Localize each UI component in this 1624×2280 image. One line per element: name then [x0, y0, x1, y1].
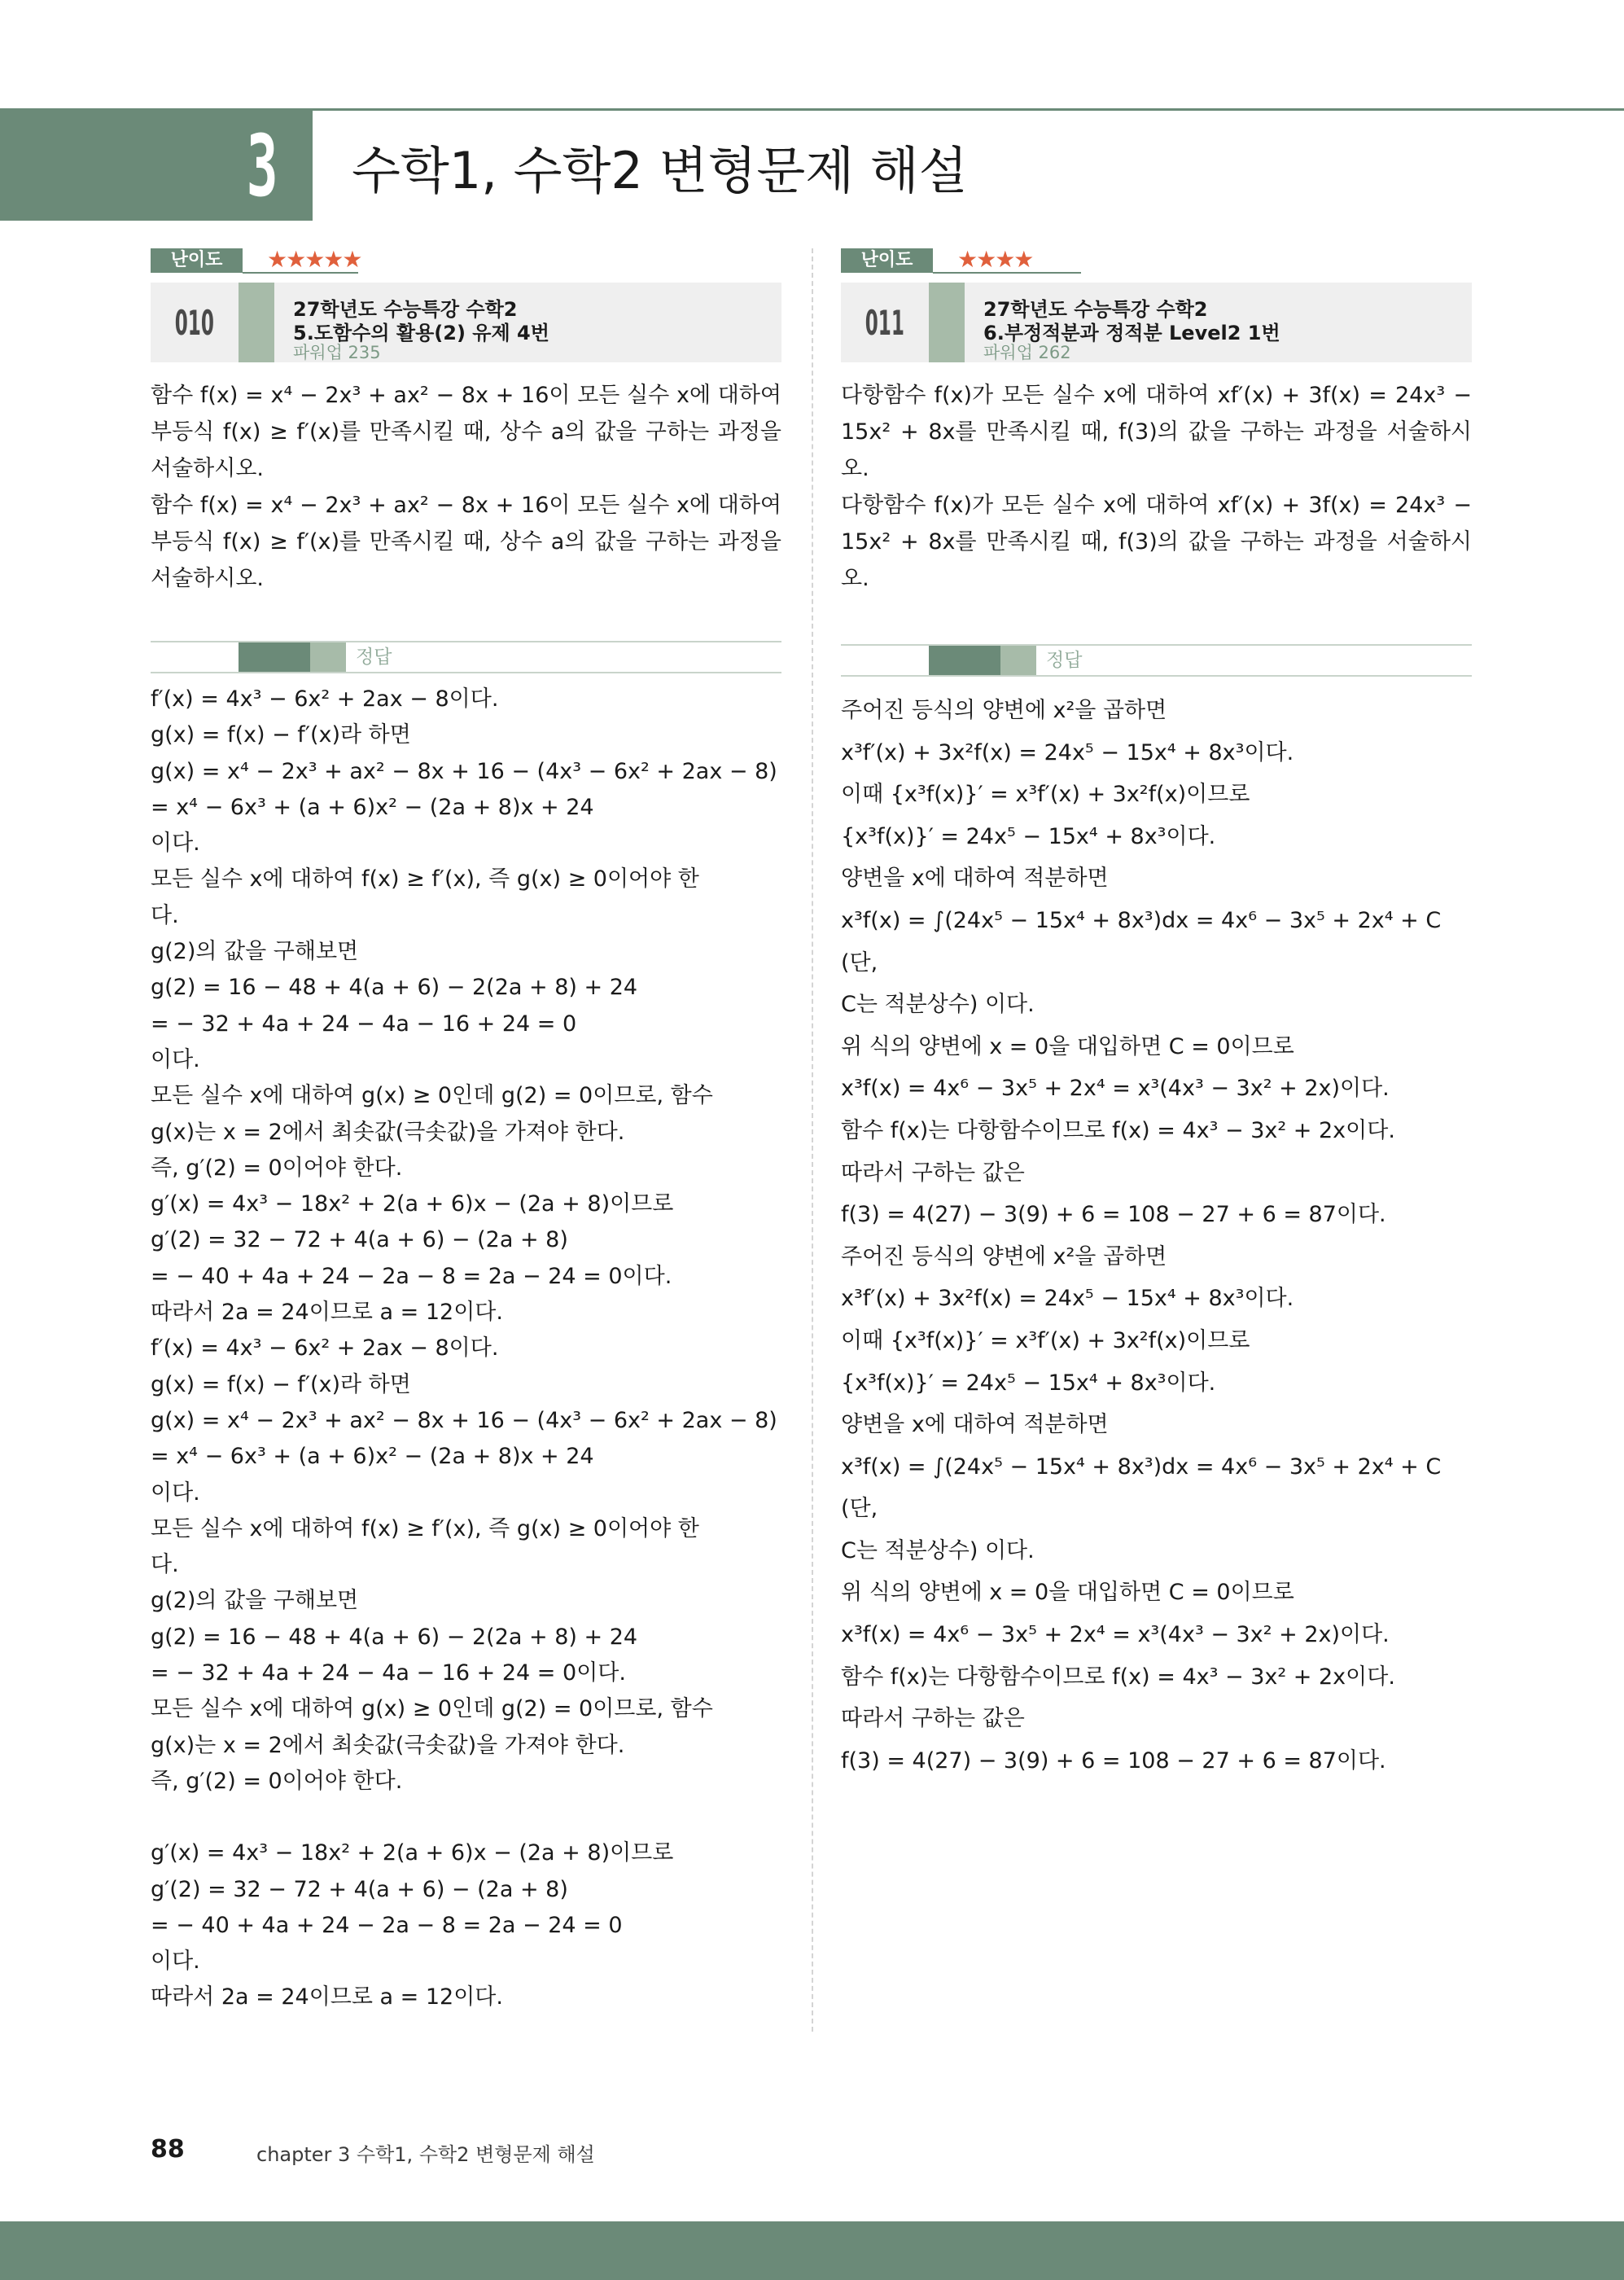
solution-line: 양변을 x에 대하여 적분하면 — [841, 866, 1109, 892]
column-divider — [812, 248, 813, 2032]
question-text: 다항함수 f(x)가 모든 실수 x에 대하여 xf′(x) + 3f(x) = 24x³ − 15x² + 8x를 만족시킬 때, f(3)의 값을 구하는 과정을 서술하시오. — [841, 493, 1472, 591]
solution-line: g′(x) = 4x³ − 18x² + 2(a + 6)x − (2a + 8)이므로 — [151, 1840, 674, 1866]
answer-bar-dark — [929, 646, 1000, 675]
question-source-box — [151, 283, 781, 362]
question-source-box — [841, 283, 1472, 362]
solution — [841, 690, 1472, 1782]
solution-line: 다. — [151, 1552, 179, 1578]
solution-line: {x³f(x)}′ = 24x⁵ − 15x⁴ + 8x³이다. — [841, 1370, 1216, 1396]
difficulty-stars: ★★★★★ — [267, 246, 361, 273]
footer-chapter-text: chapter 3 수학1, 수학2 변형문제 해설 — [256, 2143, 595, 2166]
chapter-title: 수학1, 수학2 변형문제 해설 — [352, 141, 968, 200]
solution-line: = − 40 + 4a + 24 − 2a − 8 = 2a − 24 = 0이다. — [151, 1263, 672, 1289]
solution-line: x³f′(x) + 3x²f(x) = 24x⁵ − 15x⁴ + 8x³이다. — [841, 739, 1294, 765]
solution-line: g′(2) = 32 − 72 + 4(a + 6) − (2a + 8) — [151, 1227, 568, 1253]
solution-line: = − 32 + 4a + 24 − 4a − 16 + 24 = 0 — [151, 1011, 577, 1037]
answer-header — [841, 644, 1472, 678]
solution-line: x³f(x) = 4x⁶ − 3x⁵ + 2x⁴ = x³(4x³ − 3x² + 2x)이다. — [841, 1622, 1390, 1648]
question-text: 함수 f(x) = x⁴ − 2x³ + ax² − 8x + 16이 모든 실수 x에 대하여 부등식 f(x) ≥ f′(x)를 만족시킬 때, 상수 a의 값을 구하는 과정을 서술하시오. — [151, 383, 781, 481]
source-title: 27학년도 수능특강 수학2 — [983, 298, 1208, 321]
source-chapter: 6.부정적분과 정적분 Level2 1번 — [983, 322, 1280, 344]
solution-line: f(3) = 4(27) − 3(9) + 6 = 108 − 27 + 6 = 87이다. — [841, 1747, 1386, 1774]
solution-line: g(x) = f(x) − f′(x)라 하면 — [151, 1371, 411, 1397]
answer-label: 정답 — [1046, 650, 1083, 671]
solution-line: x³f′(x) + 3x²f(x) = 24x⁵ − 15x⁴ + 8x³이다. — [841, 1286, 1294, 1312]
source-title: 27학년도 수능특강 수학2 — [293, 298, 518, 321]
problem-011 — [841, 248, 1472, 1782]
solution-line: C는 적분상수) 이다. — [841, 1537, 1035, 1563]
answer-bar-light — [1000, 646, 1036, 675]
solution-line: f′(x) = 4x³ − 6x² + 2ax − 8이다. — [151, 686, 499, 712]
solution-line: 주어진 등식의 양변에 x²을 곱하면 — [841, 698, 1167, 723]
solution-line — [151, 1800, 781, 1835]
difficulty-row — [841, 248, 1472, 278]
solution-line: = x⁴ − 6x³ + (a + 6)x² − (2a + 8)x + 24 — [151, 1444, 594, 1470]
solution-line: 이다. — [151, 1949, 200, 1975]
source-stripe — [929, 283, 965, 362]
page-number: 88 — [151, 2135, 185, 2164]
source-chapter: 5.도함수의 활용(2) 유제 4번 — [293, 322, 549, 344]
chapter-number: 3 — [247, 116, 278, 216]
solution-line: 따라서 구하는 값은 — [841, 1706, 1025, 1732]
question-text: 다항함수 f(x)가 모든 실수 x에 대하여 xf′(x) + 3f(x) = 24x³ − 15x² + 8x를 만족시킬 때, f(3)의 값을 구하는 과정을 서술하시오. — [841, 383, 1472, 481]
question-number: 011 — [865, 302, 905, 343]
solution-line: = − 32 + 4a + 24 − 4a − 16 + 24 = 0이다. — [151, 1660, 626, 1686]
solution-line: 이다. — [151, 1046, 200, 1072]
solution-line: x³f(x) = ∫(24x⁵ − 15x⁴ + 8x³)dx = 4x⁶ − 3x⁵ + 2x⁴ + C (단, — [841, 907, 1442, 976]
solution-line: 따라서 구하는 값은 — [841, 1160, 1025, 1186]
solution-line: = x⁴ − 6x³ + (a + 6)x² − (2a + 8)x + 24 — [151, 794, 594, 820]
chapter-number-box — [0, 111, 313, 221]
solution-line: 이때 {x³f(x)}′ = x³f′(x) + 3x²f(x)이므로 — [841, 1327, 1250, 1353]
solution-line: = − 40 + 4a + 24 − 2a − 8 = 2a − 24 = 0 — [151, 1912, 623, 1938]
answer-bar-light — [310, 642, 346, 672]
solution-line: C는 적분상수) 이다. — [841, 992, 1035, 1018]
solution-line: 양변을 x에 대하여 적분하면 — [841, 1412, 1109, 1438]
solution-line: x³f(x) = 4x⁶ − 3x⁵ + 2x⁴ = x³(4x³ − 3x² + 2x)이다. — [841, 1076, 1390, 1102]
problem-010 — [151, 248, 781, 2016]
solution-line: {x³f(x)}′ = 24x⁵ − 15x⁴ + 8x³이다. — [841, 823, 1216, 849]
difficulty-label: 난이도 — [151, 248, 243, 273]
solution-line: f′(x) = 4x³ − 6x² + 2ax − 8이다. — [151, 1335, 499, 1361]
answer-header — [151, 641, 781, 675]
difficulty-label: 난이도 — [841, 248, 933, 273]
solution-line: 모든 실수 x에 대하여 g(x) ≥ 0인데 g(2) = 0이므로, 함수 — [151, 1083, 713, 1109]
source-reference: 파워업 262 — [983, 343, 1071, 362]
difficulty-stars: ★★★★ — [957, 246, 1033, 273]
solution-line: f(3) = 4(27) − 3(9) + 6 = 108 − 27 + 6 = 87이다. — [841, 1202, 1386, 1228]
solution-line: g′(x) = 4x³ − 18x² + 2(a + 6)x − (2a + 8)이므로 — [151, 1191, 674, 1217]
solution-line: g(2)의 값을 구해보면 — [151, 1588, 359, 1614]
solution — [151, 682, 781, 2016]
solution-line: 함수 f(x)는 다항함수이므로 f(x) = 4x³ − 3x² + 2x이다. — [841, 1664, 1395, 1690]
answer-bar-dark — [239, 642, 310, 672]
solution-line: 모든 실수 x에 대하여 g(x) ≥ 0인데 g(2) = 0이므로, 함수 — [151, 1696, 713, 1722]
solution-line: 즉, g′(2) = 0이어야 한다. — [151, 1155, 403, 1181]
solution-line: 이다. — [151, 1480, 200, 1506]
answer-label: 정답 — [356, 647, 392, 668]
solution-line: g′(2) = 32 − 72 + 4(a + 6) − (2a + 8) — [151, 1876, 568, 1902]
solution-line: 이때 {x³f(x)}′ = x³f′(x) + 3x²f(x)이므로 — [841, 782, 1250, 808]
solution-line: g(x)는 x = 2에서 최솟값(극솟값)을 가져야 한다. — [151, 1732, 625, 1758]
solution-line: 위 식의 양변에 x = 0을 대입하면 C = 0이므로 — [841, 1580, 1294, 1606]
solution-line: 함수 f(x)는 다항함수이므로 f(x) = 4x³ − 3x² + 2x이다. — [841, 1117, 1395, 1143]
solution-line: g(2) = 16 − 48 + 4(a + 6) − 2(2a + 8) + 24 — [151, 1624, 638, 1650]
source-reference: 파워업 235 — [293, 343, 381, 362]
solution-line: 따라서 2a = 24이므로 a = 12이다. — [151, 1984, 503, 2010]
solution-line: 따라서 2a = 24이므로 a = 12이다. — [151, 1300, 503, 1326]
solution-line: 이다. — [151, 831, 200, 857]
solution-line: 위 식의 양변에 x = 0을 대입하면 C = 0이므로 — [841, 1033, 1294, 1059]
difficulty-row — [151, 248, 781, 278]
question-text: 함수 f(x) = x⁴ − 2x³ + ax² − 8x + 16이 모든 실수 x에 대하여 부등식 f(x) ≥ f′(x)를 만족시킬 때, 상수 a의 값을 구하는 과정을 서술하시오. — [151, 493, 781, 591]
solution-line: g(2) = 16 − 48 + 4(a + 6) − 2(2a + 8) + 24 — [151, 975, 638, 1001]
solution-line: g(x) = x⁴ − 2x³ + ax² − 8x + 16 − (4x³ − 6x² + 2ax − 8) — [151, 1407, 777, 1433]
solution-line: g(x) = x⁴ − 2x³ + ax² − 8x + 16 − (4x³ − 6x² + 2ax − 8) — [151, 758, 777, 784]
solution-line: 다. — [151, 902, 179, 928]
solution-line: x³f(x) = ∫(24x⁵ − 15x⁴ + 8x³)dx = 4x⁶ − 3x⁵ + 2x⁴ + C (단, — [841, 1454, 1442, 1522]
solution-line: g(x)는 x = 2에서 최솟값(극솟값)을 가져야 한다. — [151, 1119, 625, 1145]
footer-bar — [0, 2221, 1624, 2280]
solution-line: g(2)의 값을 구해보면 — [151, 939, 359, 965]
source-stripe — [239, 283, 274, 362]
solution-line: 모든 실수 x에 대하여 f(x) ≥ f′(x), 즉 g(x) ≥ 0이어야 한 — [151, 866, 699, 892]
question-number: 010 — [174, 302, 215, 343]
solution-line: g(x) = f(x) − f′(x)라 하면 — [151, 722, 411, 748]
solution-line: 주어진 등식의 양변에 x²을 곱하면 — [841, 1243, 1167, 1269]
solution-line: 모든 실수 x에 대하여 f(x) ≥ f′(x), 즉 g(x) ≥ 0이어야 한 — [151, 1515, 699, 1541]
solution-line: 즉, g′(2) = 0이어야 한다. — [151, 1768, 403, 1794]
